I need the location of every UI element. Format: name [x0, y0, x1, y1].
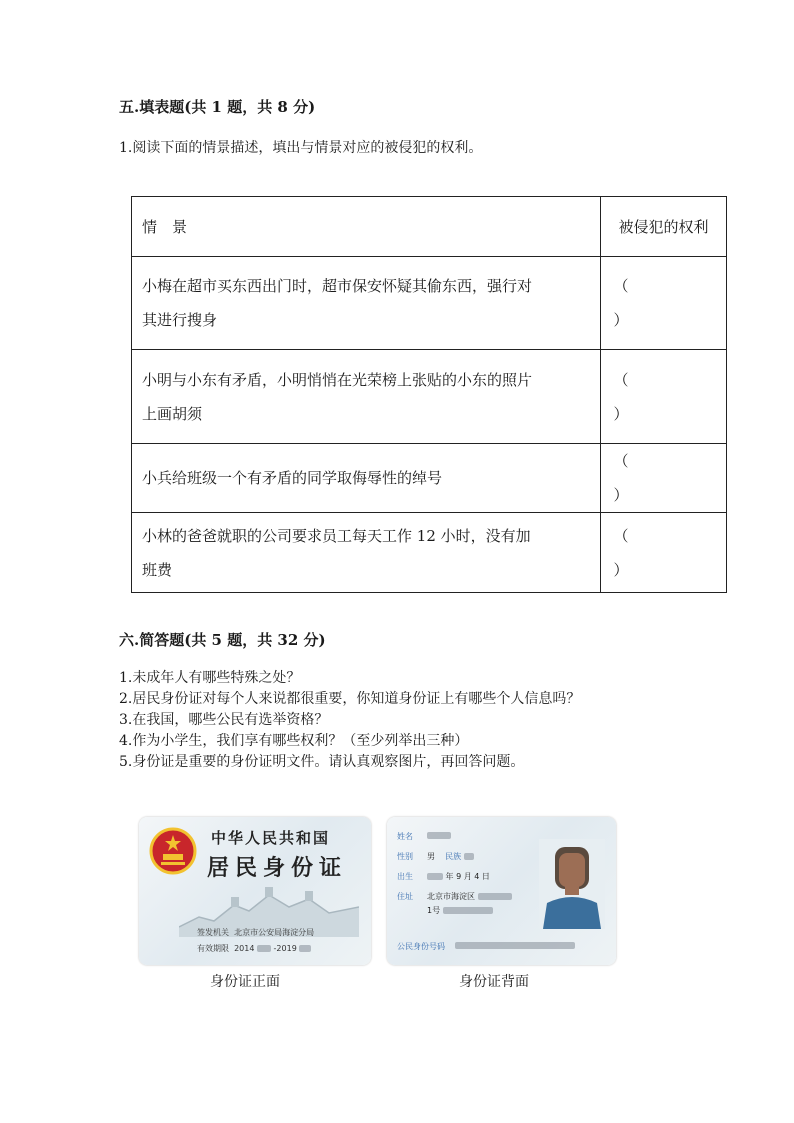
gender-label: 性别 — [397, 852, 413, 861]
caption-back: 身份证背面 — [459, 974, 529, 990]
birth-value: 年 9 月 4 日 — [445, 872, 490, 881]
name-label: 姓名 — [397, 832, 413, 841]
national-emblem-icon — [149, 827, 197, 875]
question-6-4: 4.作为小学生，我们享有哪些权利？（至少列举出三种） — [119, 733, 469, 749]
id-card-back-image — [387, 817, 616, 965]
answer-cell[interactable]: （） — [601, 350, 727, 444]
validity-label: 有效期限 — [197, 944, 229, 953]
authority-label: 签发机关 — [197, 928, 229, 937]
table-row — [132, 513, 727, 593]
address-line2: 1号 — [427, 906, 441, 915]
question-6-5: 5.身份证是重要的身份证明文件。请认真观察图片，再回答问题。 — [119, 754, 525, 770]
portrait-photo-icon — [539, 839, 605, 929]
scene-cell: 小梅在超市买东西出门时，超市保安怀疑其偷东西，强行对 其进行搜身 — [132, 257, 601, 350]
card-title: 居民身份证 — [207, 855, 348, 881]
address-value: 北京市海淀区 — [427, 892, 475, 901]
question-6-3: 3.在我国，哪些公民有选举资格？ — [119, 712, 329, 728]
table-row — [132, 350, 727, 444]
question-list — [119, 668, 580, 773]
scene-cell: 小明与小东有矛盾，小明悄悄在光荣榜上张贴的小东的照片 上画胡须 — [132, 350, 601, 444]
scene-cell: 小林的爸爸就职的公司要求员工每天工作 12 小时，没有加 班费 — [132, 513, 601, 593]
id-number-label: 公民身份号码 — [397, 942, 445, 951]
section-5-title: 五.填表题(共 1 题，共 8 分) — [119, 98, 316, 116]
answer-cell[interactable]: （） — [601, 513, 727, 593]
header-right: 被侵犯的权利 — [601, 197, 727, 257]
id-card-front-image — [139, 817, 371, 965]
question-6-1: 1.未成年人有哪些特殊之处？ — [119, 670, 301, 686]
address-label: 住址 — [397, 892, 413, 901]
authority-value: 北京市公安局海淀分局 — [234, 928, 315, 937]
answer-cell[interactable]: （） — [601, 444, 727, 513]
rights-table — [131, 196, 727, 593]
section-6-title: 六.简答题(共 5 题，共 32 分) — [119, 631, 326, 649]
question-5-1: 1.阅读下面的情景描述，填出与情景对应的被侵犯的权利。 — [119, 140, 483, 156]
card-country: 中华人民共和国 — [211, 829, 331, 847]
scene-cell: 小兵给班级一个有矛盾的同学取侮辱性的绰号 — [132, 444, 601, 513]
table-header-row — [132, 197, 727, 257]
validity-start: 2014 — [234, 944, 255, 953]
ethnicity-label: 民族 — [445, 852, 462, 861]
birth-label: 出生 — [397, 872, 413, 881]
header-scene: 情 景 — [132, 197, 601, 257]
table-row — [132, 444, 727, 513]
answer-cell[interactable]: （） — [601, 257, 727, 350]
gender-value: 男 — [427, 852, 435, 861]
table-row — [132, 257, 727, 350]
validity-end: -2019 — [273, 944, 297, 953]
caption-front: 身份证正面 — [210, 974, 280, 990]
question-6-2: 2.居民身份证对每个人来说都很重要，你知道身份证上有哪些个人信息吗？ — [119, 691, 581, 707]
